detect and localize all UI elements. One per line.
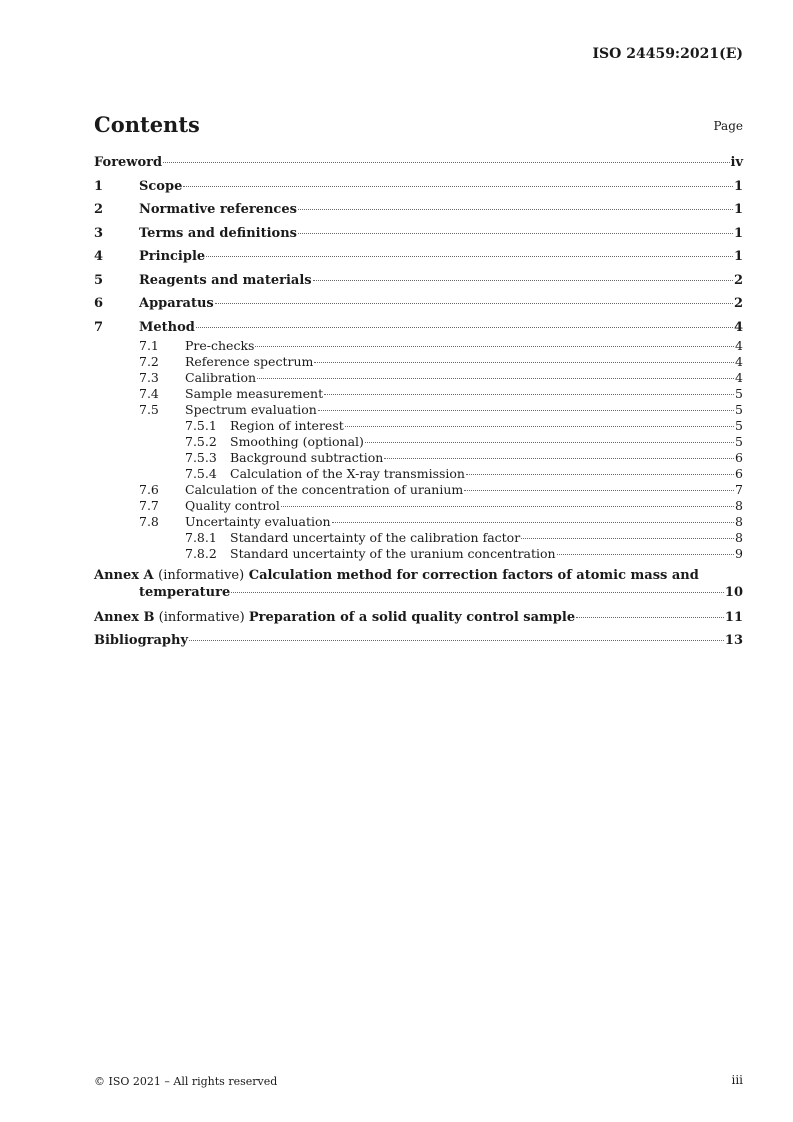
dot-leader	[324, 394, 734, 395]
toc-page-number: 5	[735, 417, 743, 433]
toc-entry-7-3[interactable]	[94, 370, 743, 386]
toc-entry-3[interactable]	[94, 226, 743, 250]
toc-entry-7-1[interactable]	[94, 338, 743, 354]
annex-b-label: Annex B	[94, 609, 155, 625]
toc-entry-text: Standard uncertainty of the calibration factor	[230, 529, 521, 545]
toc-entry-number: 7.6	[139, 481, 159, 497]
toc-entry-number: 7.5	[139, 401, 159, 417]
toc-page-number: 9	[735, 545, 743, 561]
dot-leader	[521, 538, 734, 539]
annex-a-title-line	[94, 568, 743, 585]
toc-entry-text: Reagents and materials	[139, 272, 312, 288]
toc-page-number: 8	[735, 513, 743, 529]
toc-entry-text: Foreword	[94, 155, 163, 170]
toc-page-number: 1	[733, 178, 743, 194]
toc-entry-number: 7.8.2	[185, 545, 217, 561]
toc-entry-number: 7.8.1	[185, 529, 217, 545]
dot-leader	[318, 410, 734, 411]
toc-page-number: 2	[733, 272, 743, 288]
toc-page-number: 13	[724, 632, 743, 648]
toc-entry-text: Standard uncertainty of the uranium concentration	[230, 545, 556, 561]
dot-leader	[183, 186, 733, 187]
toc-entry-text: Scope	[139, 178, 183, 194]
toc-entry-7-4[interactable]	[94, 386, 743, 402]
annex-a-informative: (informative)	[158, 567, 245, 583]
annex-b-title: Preparation of a solid quality control sample	[248, 609, 576, 625]
toc-entry-number: 7.5.4	[185, 465, 217, 481]
dot-leader	[255, 346, 734, 347]
toc-entry-number: 3	[94, 225, 104, 241]
toc-page-number: 5	[735, 385, 743, 401]
annex-a-title-line2: temperature	[139, 584, 231, 600]
toc-page-number: 1	[733, 249, 743, 264]
toc-entry-number: 7.5.3	[185, 449, 217, 465]
toc-entry-text: Quality control	[185, 497, 280, 513]
toc-entry-text: Calculation of the X-ray transmission	[230, 465, 465, 481]
toc-page-number: 10	[724, 584, 743, 600]
toc-entry-7-5-4[interactable]	[94, 466, 743, 482]
toc-entry-text: Background subtraction	[230, 449, 384, 465]
toc-entry-number: 7.3	[139, 369, 159, 385]
toc-entry-text	[94, 610, 575, 625]
toc-entry-6[interactable]	[94, 296, 743, 320]
toc-entry-number: 5	[94, 272, 104, 288]
dot-leader	[298, 209, 733, 210]
toc-page-number: 4	[735, 369, 743, 385]
page-column-label: Page	[713, 119, 743, 133]
page-title: Contents	[94, 112, 200, 137]
toc-entry-bibliography[interactable]	[94, 633, 743, 657]
toc-entry-number: 7.5.1	[185, 417, 217, 433]
document-reference: ISO 24459:2021(E)	[592, 46, 743, 62]
toc-page-number: 1	[733, 225, 743, 241]
toc-entry-7-5-1[interactable]	[94, 418, 743, 434]
toc-page-number: 5	[735, 433, 743, 449]
toc-entry-4[interactable]	[94, 249, 743, 273]
toc-entry-text: Reference spectrum	[185, 353, 314, 369]
toc-entry-text: Principle	[139, 249, 206, 264]
footer-page-number: iii	[731, 1073, 743, 1087]
toc-entry-7-5[interactable]	[94, 402, 743, 418]
dot-leader	[464, 490, 734, 491]
toc-page-number: 4	[733, 319, 743, 335]
toc-entry-text: Bibliography	[94, 632, 189, 648]
toc-entry-number: 7	[94, 319, 104, 335]
toc-entry-annex-a[interactable]	[94, 568, 743, 604]
annex-b-informative: (informative)	[158, 609, 245, 625]
toc-entry-7[interactable]	[94, 320, 743, 338]
toc-entry-7-6[interactable]	[94, 482, 743, 498]
toc-entry-7-8-1[interactable]	[94, 530, 743, 546]
toc-page-number: 4	[735, 353, 743, 369]
toc-entry-text: Smoothing (optional)	[230, 433, 364, 449]
annex-a-continuation	[94, 585, 743, 604]
dot-leader	[257, 378, 734, 379]
table-of-contents	[94, 155, 743, 656]
dot-leader	[384, 458, 734, 459]
toc-entry-number: 1	[94, 178, 104, 194]
toc-entry-7-5-2[interactable]	[94, 434, 743, 450]
toc-page-number: 8	[735, 497, 743, 513]
toc-page-number: 4	[735, 337, 743, 353]
toc-entry-number: 4	[94, 249, 104, 264]
toc-entry-7-8-2[interactable]	[94, 546, 743, 562]
annex-a-title-line1: Calculation method for correction factors of atomic mass and	[248, 567, 699, 583]
annex-a-label: Annex A	[94, 567, 154, 583]
toc-page-number: iv	[730, 155, 743, 170]
toc-entry-text: Calibration	[185, 369, 257, 385]
dot-leader	[215, 303, 733, 304]
toc-entry-7-2[interactable]	[94, 354, 743, 370]
dot-leader	[365, 442, 734, 443]
toc-entry-text: Region of interest	[230, 417, 344, 433]
dot-leader	[345, 426, 734, 427]
toc-entry-text: Spectrum evaluation	[185, 401, 317, 417]
dot-leader	[163, 162, 729, 163]
dot-leader	[206, 256, 733, 257]
toc-entry-text: Calculation of the concentration of uranium	[185, 481, 464, 497]
toc-entry-text: Apparatus	[139, 296, 214, 311]
toc-entry-text: Method	[139, 319, 195, 335]
toc-entry-number: 2	[94, 202, 104, 217]
toc-entry-foreword[interactable]	[94, 155, 743, 179]
toc-entry-number: 7.1	[139, 337, 159, 353]
dot-leader	[314, 362, 734, 363]
dot-leader	[281, 506, 734, 507]
toc-entry-7-5-3[interactable]	[94, 450, 743, 466]
dot-leader	[576, 617, 724, 618]
toc-page-number: 8	[735, 529, 743, 545]
toc-entry-7-7[interactable]	[94, 498, 743, 514]
toc-entry-5[interactable]	[94, 273, 743, 297]
toc-page-number: 7	[735, 481, 743, 497]
toc-page-number: 6	[735, 465, 743, 481]
toc-page-number: 11	[724, 609, 743, 625]
toc-entry-1[interactable]	[94, 179, 743, 203]
toc-entry-2[interactable]	[94, 202, 743, 226]
toc-entry-annex-b[interactable]	[94, 610, 743, 633]
toc-entry-number: 7.5.2	[185, 433, 217, 449]
dot-leader	[189, 640, 724, 641]
toc-entry-number: 7.4	[139, 385, 159, 401]
toc-page-number: 5	[735, 401, 743, 417]
toc-entry-number: 7.2	[139, 353, 159, 369]
dot-leader	[231, 592, 724, 593]
dot-leader	[196, 327, 733, 328]
toc-page-number: 2	[733, 296, 743, 311]
toc-entry-number: 7.8	[139, 513, 159, 529]
footer-copyright: © ISO 2021 – All rights reserved	[94, 1075, 278, 1088]
toc-entry-text: Terms and definitions	[139, 225, 297, 241]
toc-entry-text: Uncertainty evaluation	[185, 513, 331, 529]
toc-entry-text: Pre-checks	[185, 337, 255, 353]
toc-entry-text: Normative references	[139, 202, 297, 217]
toc-entry-number: 6	[94, 296, 104, 311]
toc-page-number: 6	[735, 449, 743, 465]
dot-leader	[466, 474, 734, 475]
toc-entry-text: Sample measurement	[185, 385, 324, 401]
dot-leader	[332, 522, 734, 523]
toc-entry-7-8[interactable]	[94, 514, 743, 530]
dot-leader	[298, 233, 733, 234]
toc-entry-number: 7.7	[139, 497, 159, 513]
dot-leader	[313, 280, 733, 281]
toc-page-number: 1	[733, 202, 743, 217]
dot-leader	[557, 554, 734, 555]
